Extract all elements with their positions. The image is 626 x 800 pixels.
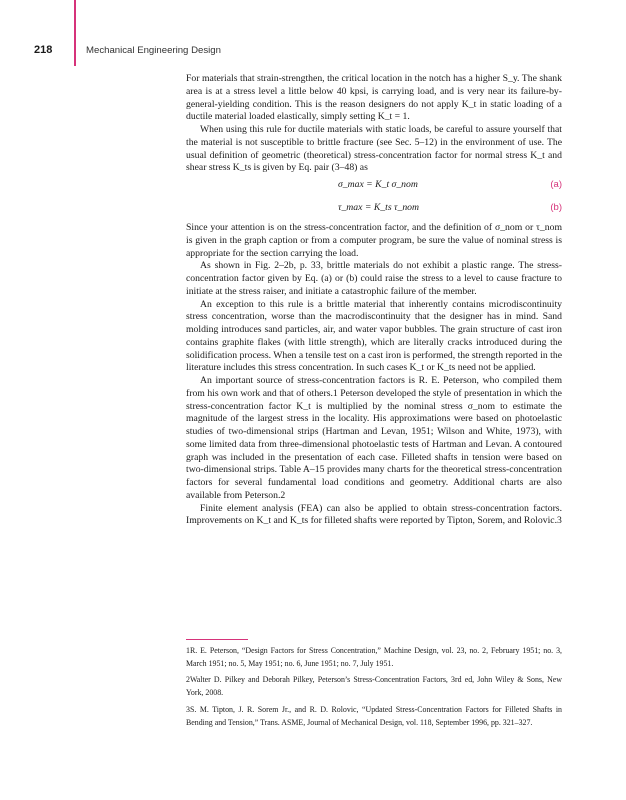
paragraph-2: When using this rule for ductile materials with static loads, be careful to assure yourself that the material is not susceptible to brittle fracture (see Sec. 5–12) in the environment of use. The usual definition of geometric (theoretical) stress-concentration factor for normal stress K_t and shear stress K_ts is given by Eq. pair (3–48) as [186, 124, 562, 174]
book-title: Mechanical Engineering Design [86, 45, 221, 56]
equation-a [186, 176, 562, 198]
footnotes [186, 645, 562, 733]
equation-b-label: (b) [550, 202, 562, 213]
paragraph-7: Finite element analysis (FEA) can also be applied to obtain stress-concentration factors. Improvements on K_t and K_ts for filleted shafts were reported by Tipton, Sorem, and Rolovic.3 [186, 502, 562, 527]
equation-b [186, 199, 562, 221]
paragraph-5: An exception to this rule is a brittle material that inherently contains microdiscontinuity stress concentration, worse than the macrodiscontinuity that the designer has in mind. Sand molding introduces sand particles, air, and water vapor bubbles. The grain structure of cast iron contains graphite flakes (with little strength), which are literally cracks introduced during the solidification process. When a tensile test on a cast iron is performed, the strength reported in the literature includes this stress concentration. In such cases K_t or K_ts need not be applied. [186, 298, 562, 374]
running-head [34, 44, 221, 58]
paragraph-3: Since your attention is on the stress-concentration factor, and the definition of σ_nom or τ_nom is given in the graph caption or from a computer program, be sure the value of nominal stress is appropriate for the section carrying the load. [186, 222, 562, 259]
equation-a-label: (a) [550, 179, 562, 190]
page-number: 218 [34, 44, 53, 56]
equation-a-expression: σ_max = K_t σ_nom [338, 179, 418, 190]
paragraph-1: For materials that strain-strengthen, the critical location in the notch has a higher S_y. The shank area is at a stress level a little below 40 kpsi, is carrying load, and is very near its failure-by-general-yielding condition. This is the reason designers do not apply K_t in static loading of a ductile material loaded elastically, simply setting K_t = 1. [186, 73, 562, 123]
footnote-rule [186, 639, 248, 640]
footnote-2: 2Walter D. Pilkey and Deborah Pilkey, Peterson’s Stress-Concentration Factors, 3rd ed, John Wiley & Sons, New York, 2008. [186, 675, 562, 698]
equation-b-expression: τ_max = K_ts τ_nom [338, 202, 420, 213]
footnote-1: 1R. E. Peterson, “Design Factors for Stress Concentration,” Machine Design, vol. 23, no. 2, February 1951; no. 3, March 1951; no. 5, May 1951; no. 6, June 1951; no. 7, July 1951. [186, 646, 562, 668]
body-text [186, 73, 562, 528]
footnote-3: 3S. M. Tipton, J. R. Sorem Jr., and R. D. Rolovic, “Updated Stress-Concentration Factors for Filleted Shafts in Bending and Tension,” Trans. ASME, Journal of Mechanical Design, vol. 118, September 1996, pp. 321–327. [186, 704, 562, 727]
paragraph-4: As shown in Fig. 2–2b, p. 33, brittle materials do not exhibit a plastic range. The stress-concentration factor given by Eq. (a) or (b) could raise the stress to a level to cause fracture to initiate at the stress raiser, and initiate a catastrophic failure of the member. [186, 260, 562, 297]
paragraph-6: An important source of stress-concentration factors is R. E. Peterson, who compiled them from his own work and that of others.1 Peterson developed the style of presentation in which the stress-concentration factor K_t is multiplied by the nominal stress σ_nom to estimate the magnitude of the largest stress in the locality. His approximations were based on photoelastic studies of two-dimensional strips (Hartman and Levan, 1951; Wilson and White, 1973), with some limited data from three-dimensional photoelastic tests of Hartman and Levan. A contoured graph was included in the presentation of each case. Filleted shafts in tension were based on two-dimensional strips. Table A–15 provides many charts for the theoretical stress-concentration factors for several fundamental load conditions and geometry. Additional charts are also available from Peterson.2 [186, 375, 562, 501]
